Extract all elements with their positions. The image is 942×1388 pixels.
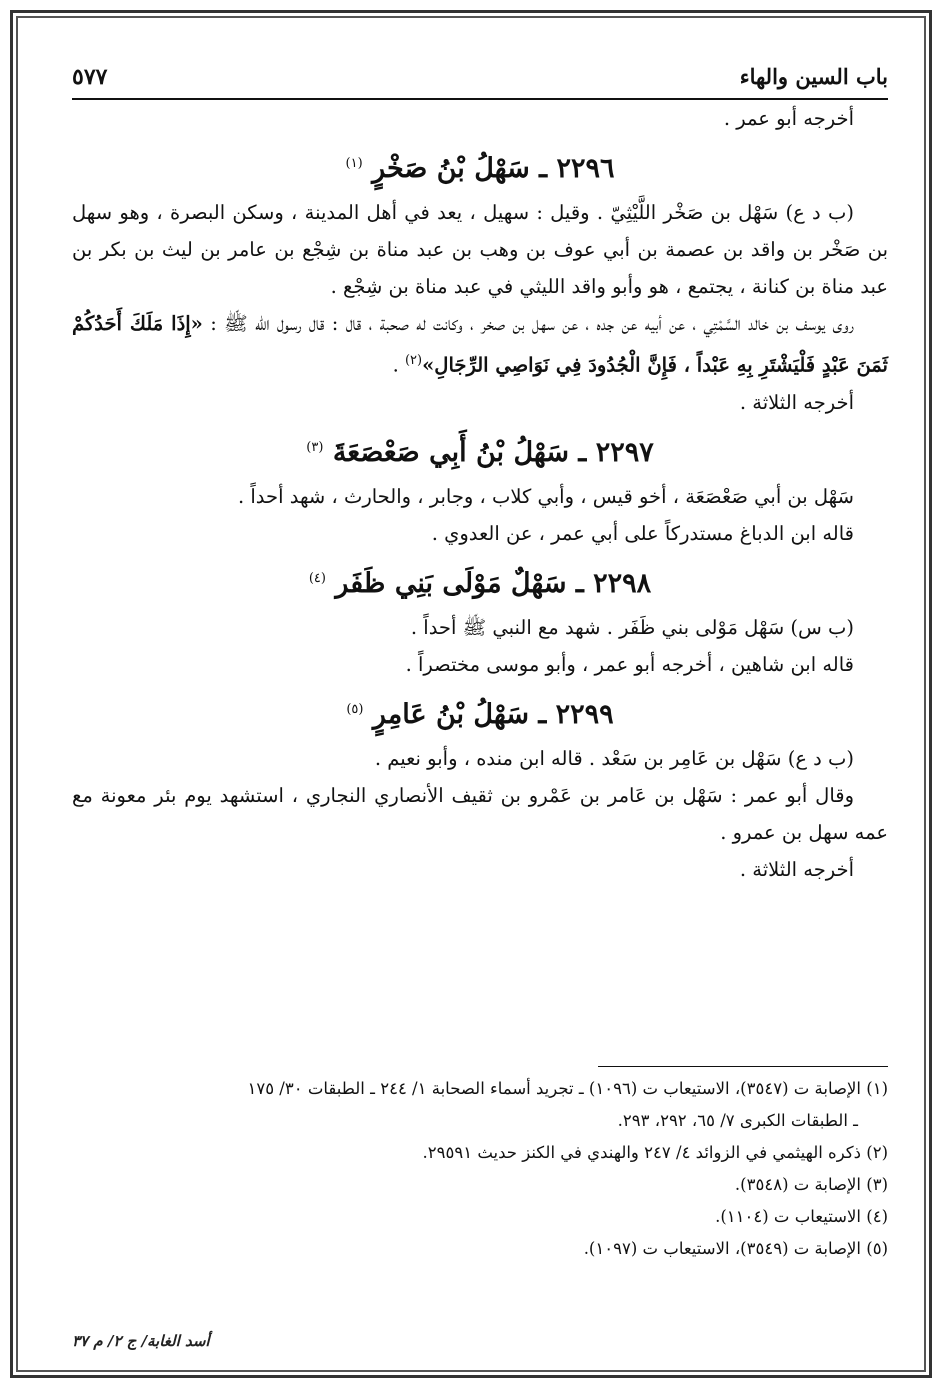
footnote-divider — [598, 1066, 888, 1067]
narration-end: . — [392, 353, 405, 377]
entry-paragraph: (ب د ع) سَهْل بن صَخْر اللَّيْثِيّ . وقيل : سهيل ، يعد في أهل المدينة ، وسكن البصرة ، وهو سهل بن صَخْر بن واقد بن عصمة بن أبي عوف بن وهب بن عبد مناة بن شِجْع بن عامر بن ليث بن بكر بن عبد مناة بن كنانة ، يجتمع ، هو وأبو واقد الليثي في عبد مناة بن شِجْع . — [72, 201, 888, 298]
hadith-text: «إِذَا مَلَكَ أَحَدُكُمْ ثَمَنَ عَبْدٍ فَلْيَشْتَرِ بِهِ عَبْداً ، فَإِنَّ الْجُدُودَ فِي نَوَاصِي الرِّجَالِ» — [72, 312, 888, 377]
footnote-1: (١) الإصابة ت (٣٥٤٧)، الاستيعاب ت (١٠٩٦) ـ تجريد أسماء الصحابة ١/ ٢٤٤ ـ الطبقات ٣٠/ ١٧٥ — [247, 1079, 888, 1098]
entry-closing: أخرجه الثلاثة . — [739, 857, 854, 881]
footnote-ref: (٢) — [404, 353, 423, 368]
footnote-3: (٣) الإصابة ت (٣٥٤٨). — [734, 1175, 888, 1194]
entry-heading-2298 — [72, 556, 888, 607]
entry-title: ٢٢٩٨ ـ سَهْلٌ مَوْلَى بَنِي ظَفَر — [335, 567, 652, 599]
footnote-4: (٤) الاستيعاب ت (١١٠٤). — [715, 1207, 888, 1226]
entry-title: ٢٢٩٦ ـ سَهْلُ بْنُ صَخْرٍ — [372, 153, 615, 184]
entry-paragraph: (ب س) سَهْل مَوْلى بني ظَفَر . شهد مع النبي ﷺ أحداً . — [410, 615, 854, 639]
entry-paragraph — [72, 305, 888, 384]
main-text — [72, 100, 888, 888]
entry-heading-2299 — [72, 687, 888, 738]
entry-closing: أخرجه الثلاثة . — [739, 390, 854, 414]
footnote-1-cont: ـ الطبقات الكبرى ٧/ ٦٥، ٢٩٢، ٢٩٣. — [617, 1111, 858, 1130]
footnote-ref: (٥) — [346, 701, 364, 717]
volume-signature: أسد الغابة/ ج ٢/ م ٣٧ — [72, 1332, 210, 1350]
intro-line: أخرجه أبو عمر . — [723, 107, 854, 130]
entry-title: ٢٢٩٧ ـ سَهْلُ بْنُ أَبِي صَعْصَعَةَ — [332, 436, 654, 468]
footnote-2: (٢) ذكره الهيثمي في الزوائد ٤/ ٢٤٧ والهندي في الكنز حديث ٢٩٥٩١. — [422, 1143, 888, 1162]
entry-paragraph: قاله ابن شاهين ، أخرجه أبو عمر ، وأبو موسى مختصراً . — [405, 652, 854, 676]
page-number: ٥٧٧ — [72, 64, 108, 90]
entry-paragraph: وقال أبو عمر : سَهْل بن عَامر بن عَمْرو بن ثقيف الأنصاري النجاري ، استشهد يوم بئر معونة مع عمه سهل بن عمرو . — [72, 783, 888, 844]
footnote-ref: (٣) — [306, 439, 324, 455]
footnotes — [72, 1066, 888, 1265]
chapter-title: باب السين والهاء — [739, 64, 888, 89]
entry-heading-2296 — [72, 141, 888, 192]
footnote-5: (٥) الإصابة ت (٣٥٤٩)، الاستيعاب ت (١٠٩٧). — [583, 1239, 888, 1258]
entry-paragraph: قاله ابن الدباغ مستدركاً على أبي عمر ، عن العدوي . — [431, 521, 854, 545]
running-header — [72, 64, 888, 100]
entry-paragraph: سَهْل بن أبي صَعْصَعَة ، أخو قيس ، وأبي كلاب ، وجابر ، والحارث ، شهد أحداً . — [237, 484, 854, 508]
book-page — [72, 64, 888, 1298]
footnote-ref: (١) — [345, 156, 363, 171]
entry-title: ٢٢٩٩ ـ سَهْلُ بْنُ عَامِرٍ — [372, 698, 614, 730]
entry-heading-2297 — [72, 425, 888, 476]
entry-paragraph: (ب د ع) سَهْل بن عَامِر بن سَعْد . قاله ابن منده ، وأبو نعيم . — [374, 746, 854, 770]
narration-text: روى يوسف بن خالد السَّمْتِي ، عن أبيه عن جده ، عن سهل بن صخر ، وكانت له صحبة ، قال : قال رسول الله ﷺ : — [202, 312, 854, 335]
footnote-ref: (٤) — [308, 570, 326, 586]
